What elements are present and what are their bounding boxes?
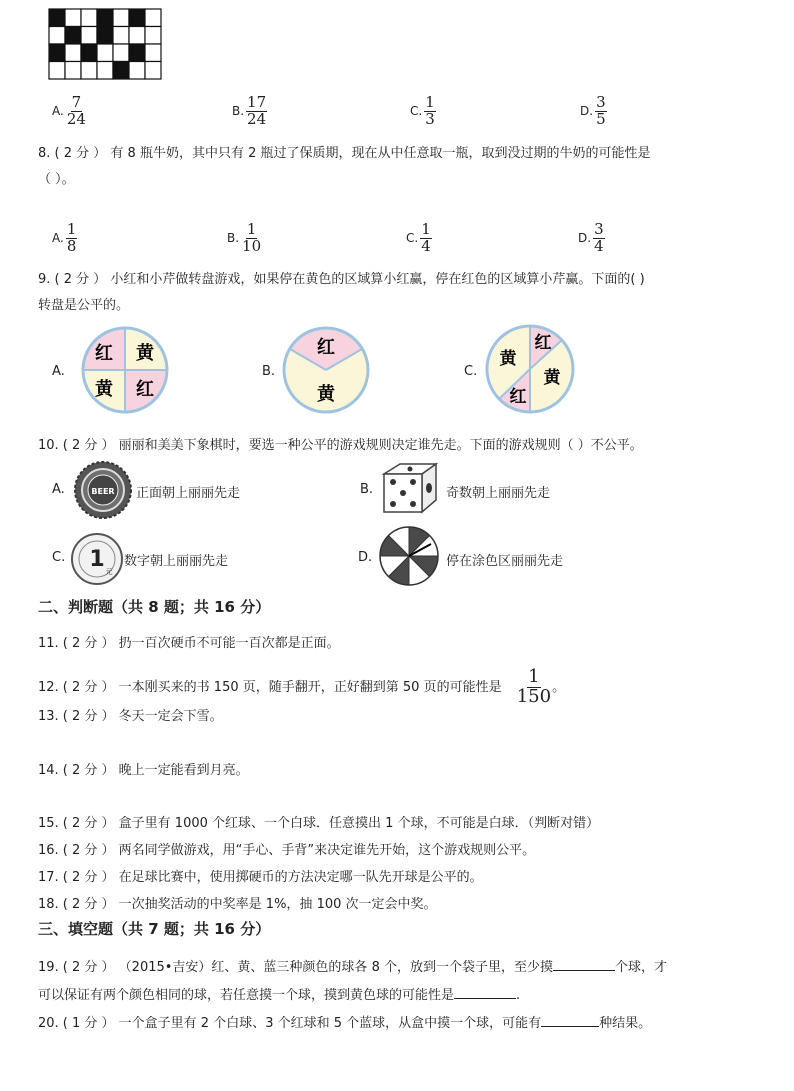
fraction-denominator: 3: [425, 109, 435, 128]
q17-text: 17. ( 2 分 ） 在足球比赛中，使用掷硬币的方法决定哪一队先开球是公平的。: [38, 870, 483, 885]
q7-option-label: A.: [52, 104, 64, 119]
q8-option-b[interactable]: [227, 222, 262, 255]
grid-cell: [49, 62, 65, 80]
q15-text: 15. ( 2 分 ） 盒子里有 1000 个红球、一个白球．任意摸出 1 个球，不可能是白球．（判断对错）: [38, 816, 600, 831]
q7-option-fraction: [246, 95, 267, 128]
q10-option-d-text: 停在涂色区丽丽先走: [446, 554, 564, 569]
grid-cell: [129, 62, 145, 80]
grid-cell: [129, 27, 145, 45]
spinner-c-text-1: 红: [534, 333, 552, 353]
q14-text: 14. ( 2 分 ） 晚上一定能看到月亮。: [38, 763, 249, 778]
fraction-denominator: 24: [247, 109, 267, 128]
q10-option-c-text: 数字朝上丽丽先走: [124, 554, 229, 569]
q7-option-fraction: [595, 95, 607, 128]
fraction-numerator: 1: [421, 220, 431, 238]
spinner-b-text-1: 红: [317, 337, 335, 358]
q12-fraction-num: 1: [528, 666, 540, 687]
q11-text: 11. ( 2 分 ） 扔一百次硬币不可能一百次都是正面。: [38, 636, 340, 651]
grid-cell: [145, 27, 161, 45]
bottle-cap-icon: [72, 460, 134, 520]
grid-cell: [97, 44, 113, 62]
grid-cell: [129, 44, 145, 62]
shaded-spinner-icon: [376, 524, 442, 588]
fraction-denominator: 10: [242, 236, 262, 255]
q12-tail: 。: [552, 679, 566, 695]
q18-text: 18. ( 2 分 ） 一次抽奖活动的中奖率是 1%，抽 100 次一定会中奖。: [38, 897, 437, 912]
dice-icon: [380, 460, 440, 516]
fraction-numerator: 17: [247, 93, 267, 111]
q8-option-fraction: [593, 222, 605, 255]
spinner-a-text-2: 黄: [136, 343, 154, 364]
spinner-c-text-4: 红: [509, 387, 527, 407]
grid-cell: [49, 44, 65, 62]
q7-option-d[interactable]: [580, 95, 607, 128]
grid-cell: [97, 9, 113, 27]
grid-cell: [113, 9, 129, 27]
q10-option-c-label: C.: [52, 550, 66, 565]
q9-option-c-label: C.: [464, 364, 478, 379]
grid-cell: [81, 44, 97, 62]
q8-option-label: D.: [578, 231, 592, 246]
q8-option-c[interactable]: [406, 222, 432, 255]
grid-cell: [81, 27, 97, 45]
fraction-denominator: 8: [66, 236, 77, 255]
fraction-numerator: 1: [66, 220, 77, 238]
fraction-denominator: 4: [421, 236, 431, 255]
coin-icon: [70, 532, 124, 586]
q20-blank-1[interactable]: [541, 1014, 599, 1027]
q10-option-a-text: 正面朝上丽丽先走: [136, 486, 241, 501]
q9-option-a-label: A.: [52, 364, 65, 379]
q9-spinner-a: [72, 325, 178, 415]
q8-option-fraction: [420, 222, 432, 255]
q9-spinner-c: [482, 322, 578, 416]
fraction-denominator: 24: [66, 109, 86, 128]
fraction-numerator: 3: [594, 220, 604, 238]
q19-line1-a: 19. ( 2 分 ） （2015•吉安）红、黄、蓝三种颜色的球各 8 个，放到一个袋子里，至少摸: [38, 960, 553, 975]
q10-line1: 10. ( 2 分 ） 丽丽和美美下象棋时，要选一种公平的游戏规则决定谁先走。下面的游戏规则（ ）不公平。: [38, 438, 643, 453]
fraction-numerator: 1: [425, 93, 435, 111]
fraction-numerator: 3: [596, 93, 606, 111]
fraction-denominator: 4: [594, 236, 604, 255]
q8-option-a[interactable]: [52, 222, 77, 255]
grid-cell: [113, 62, 129, 80]
bottle-cap-text: BEER: [91, 487, 115, 496]
grid-cell: [113, 44, 129, 62]
q9-line1: 9. ( 2 分 ） 小红和小芹做转盘游戏，如果停在黄色的区域算小红赢，停在红色的区域算小芹赢。下面的( ): [38, 272, 645, 287]
q8-option-d[interactable]: [578, 222, 605, 255]
q19-line2-a: 可以保证有两个颜色相同的球，若任意摸一个球，摸到黄色球的可能性是: [38, 988, 455, 1003]
q10-option-d-label: D.: [358, 550, 373, 565]
q8-line1: 8. ( 2 分 ） 有 8 瓶牛奶，其中只有 2 瓶过了保质期，现在从中任意取一瓶，取到没过期的牛奶的可能性是: [38, 146, 651, 161]
q7-option-label: B.: [232, 104, 245, 119]
grid-cell: [65, 9, 81, 27]
q7-option-fraction: [66, 95, 87, 128]
q19-line1-b: 个球，才: [614, 960, 667, 975]
grid-figure: [48, 8, 162, 82]
q12-fraction-den: 150: [516, 685, 552, 707]
grid-cell: [49, 27, 65, 45]
q8-option-label: B.: [227, 231, 240, 246]
q9-line2: 转盘是公平的。: [38, 298, 130, 313]
q7-option-c[interactable]: [410, 95, 436, 128]
q8-option-fraction: [241, 222, 262, 255]
grid-cell: [145, 62, 161, 80]
q8-option-label: C.: [406, 231, 419, 246]
coin-unit: 元: [105, 568, 113, 576]
q20-line1-a: 20. ( 1 分 ） 一个盒子里有 2 个白球、3 个红球和 5 个蓝球，从盒中摸一个球，可能有: [38, 1016, 542, 1031]
coin-digit: 1: [89, 547, 105, 572]
q7-option-label: D.: [580, 104, 594, 119]
q19-blank-2[interactable]: [454, 986, 516, 999]
q7-option-b[interactable]: [232, 95, 267, 128]
spinner-a-text-4: 红: [136, 379, 154, 400]
q8-line2: （ ）。: [38, 172, 75, 187]
spinner-b-text-2: 黄: [317, 384, 335, 405]
grid-cell: [49, 9, 65, 27]
q10-option-b-label: B.: [360, 482, 374, 497]
q12-stem: 12. ( 2 分 ） 一本刚买来的书 150 页，随手翻开，正好翻到第 50 页的可能性是: [38, 679, 502, 695]
q10-option-a-label: A.: [52, 482, 65, 497]
q20-line1: [38, 1012, 651, 1031]
fraction-denominator: 5: [596, 109, 606, 128]
q19-line1: [38, 956, 667, 975]
q8-option-label: A.: [52, 231, 64, 246]
q16-text: 16. ( 2 分 ） 两名同学做游戏，用“手心、手背”来决定谁先开始，这个游戏规则公平。: [38, 843, 536, 858]
q7-option-label: C.: [410, 104, 423, 119]
grid-cell: [129, 9, 145, 27]
q9-spinner-b: [278, 325, 374, 415]
section-3-title: 三、填空题（共 7 题；共 16 分）: [38, 920, 271, 938]
grid-cell: [145, 9, 161, 27]
q19-blank-1[interactable]: [553, 958, 615, 971]
spinner-c-text-2: 黄: [499, 349, 517, 369]
spinner-a-text-1: 红: [95, 343, 113, 364]
grid-cell: [81, 9, 97, 27]
grid-cell: [145, 44, 161, 62]
grid-cell: [65, 62, 81, 80]
q8-option-fraction: [66, 222, 78, 255]
grid-cell: [65, 44, 81, 62]
q12-fraction: [516, 668, 552, 707]
q12-text: [38, 668, 565, 707]
q20-line1-b: 种结果。: [599, 1016, 652, 1031]
grid-cell: [81, 62, 97, 80]
grid-cell: [97, 62, 113, 80]
grid-cell: [97, 27, 113, 45]
q19-line2-b: .: [516, 988, 521, 1003]
spinner-a-text-3: 黄: [95, 379, 113, 400]
section-2-title: 二、判断题（共 8 题；共 16 分）: [38, 598, 271, 616]
q19-line2: [38, 984, 520, 1003]
q9-option-b-label: B.: [262, 364, 276, 379]
fraction-numerator: 7: [71, 93, 82, 111]
spinner-c-text-3: 黄: [543, 368, 561, 388]
grid-cell: [113, 27, 129, 45]
fraction-numerator: 1: [246, 220, 257, 238]
q7-option-fraction: [424, 95, 436, 128]
grid-cell: [65, 27, 81, 45]
q13-text: 13. ( 2 分 ） 冬天一定会下雪。: [38, 709, 223, 724]
q7-option-a[interactable]: [52, 95, 87, 128]
q10-option-b-text: 奇数朝上丽丽先走: [446, 486, 551, 501]
